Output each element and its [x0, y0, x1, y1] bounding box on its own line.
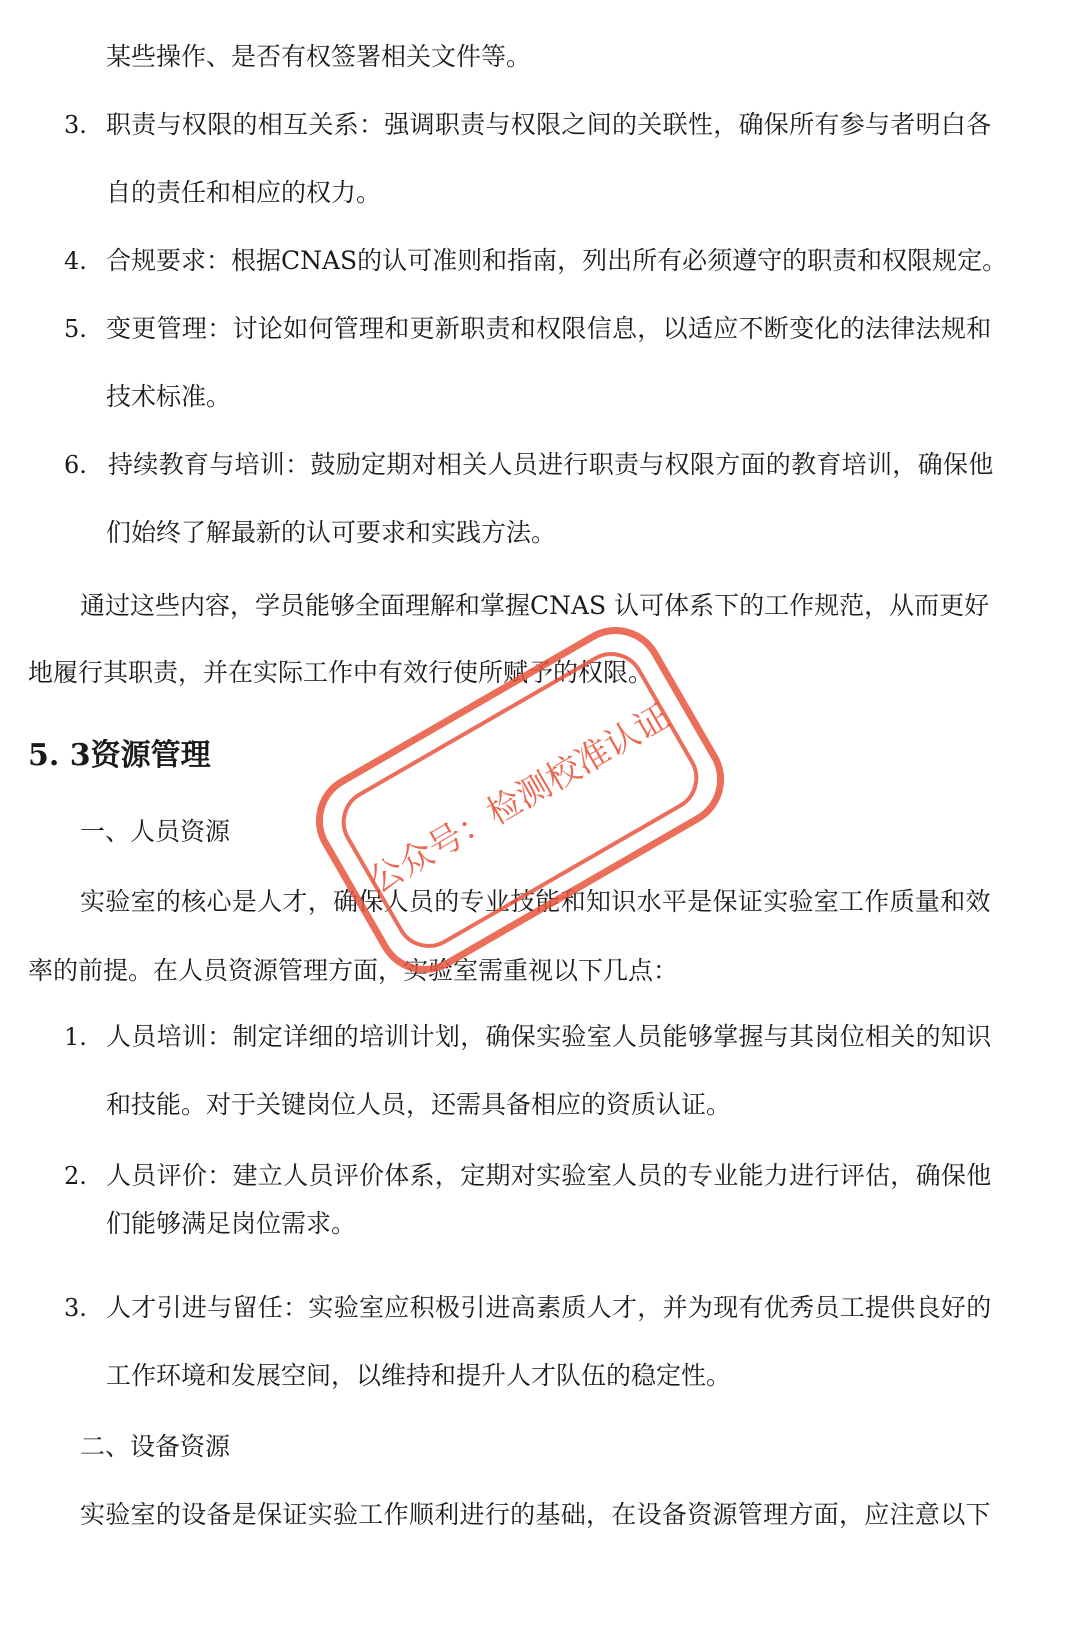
text-line: 某些操作、是否有权签署相关文件等。 [106, 42, 532, 71]
text-line: 率的前提。在人员资源管理方面，实验室需重视以下几点： [28, 956, 679, 985]
subsection-title: 二、设备资源 [80, 1432, 231, 1461]
list-number: 1. [64, 1023, 87, 1051]
text-line: 人员评价：建立人员评价体系，定期对实验室人员的专业能力进行评估，确保他 [106, 1161, 992, 1190]
text-line: 们能够满足岗位需求。 [106, 1209, 357, 1238]
text-line: 技术标准。 [106, 382, 232, 411]
text-line: 实验室的核心是人才，确保人员的专业技能和知识水平是保证实验室工作质量和效 [80, 887, 991, 916]
text-line: 实验室的设备是保证实验工作顺利进行的基础，在设备资源管理方面，应注意以下 [80, 1500, 991, 1529]
text-line: 变更管理：讨论如何管理和更新职责和权限信息，以适应不断变化的法律法规和 [106, 314, 992, 343]
list-number: 5. [64, 315, 87, 343]
text-line: 合规要求：根据CNAS的认可准则和指南，列出所有必须遵守的职责和权限规定。 [106, 246, 1008, 275]
text-line: 人才引进与留任：实验室应积极引进高素质人才，并为现有优秀员工提供良好的 [106, 1293, 992, 1322]
text-line: 地履行其职责，并在实际工作中有效行使所赋予的权限。 [28, 658, 654, 687]
text-line: 通过这些内容，学员能够全面理解和掌握CNAS 认可体系下的工作规范，从而更好 [80, 591, 990, 620]
text-line: 自的责任和相应的权力。 [106, 178, 382, 207]
watermark-text: 公众号：检测校准认证 [362, 696, 677, 902]
list-number: 2. [64, 1162, 87, 1190]
subsection-title: 一、人员资源 [80, 817, 231, 846]
text-line: 工作环境和发展空间，以维持和提升人才队伍的稳定性。 [106, 1361, 732, 1390]
text-line: 和技能。对于关键岗位人员，还需具备相应的资质认证。 [106, 1090, 732, 1119]
text-line: 持续教育与培训：鼓励定期对相关人员进行职责与权限方面的教育培训，确保他 [108, 450, 994, 479]
text-line: 职责与权限的相互关系：强调职责与权限之间的关联性，确保所有参与者明白各 [106, 110, 992, 139]
section-heading: 5. 3资源管理 [28, 738, 211, 773]
text-line: 人员培训：制定详细的培训计划，确保实验室人员能够掌握与其岗位相关的知识 [106, 1022, 992, 1051]
list-number: 6. [64, 451, 87, 479]
text-line: 们始终了解最新的认可要求和实践方法。 [106, 518, 557, 547]
list-number: 3. [64, 1294, 87, 1322]
list-number: 3. [64, 111, 87, 139]
list-number: 4. [64, 247, 87, 275]
